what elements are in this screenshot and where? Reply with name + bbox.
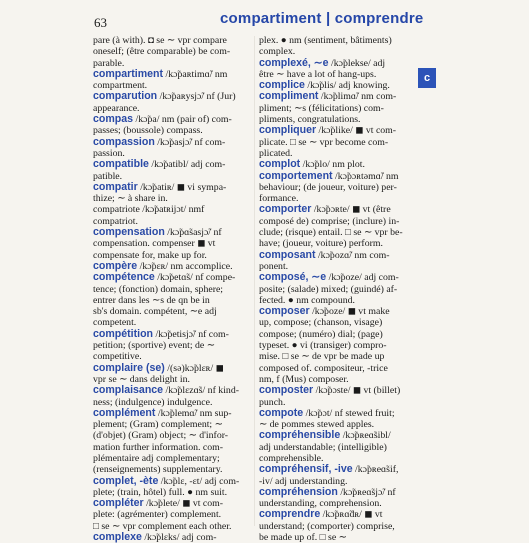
running-header: compartiment | comprendre <box>220 10 424 27</box>
entry-line: tence; (fonction) domain, sphere; <box>93 283 224 295</box>
entry-line: compatriote /kɔ̃patʀijɔt/ nmf <box>93 204 205 216</box>
entry-line: ponent. <box>259 260 289 272</box>
entry-line: have; (joueur, voiture) perform. <box>259 238 383 250</box>
entry-line: compétition /kɔ̃petisjɔ̃/ nf com- <box>93 327 229 340</box>
entry-line: compliment /kɔ̃plimɑ̃/ nm com- <box>259 90 397 103</box>
entry-line: typeset. ● vi (transiger) compro- <box>259 340 387 352</box>
entry-line: composter /kɔ̃pɔste/ ◼ vt (billet) <box>259 384 401 397</box>
entry-line: compétence /kɔ̃petɑ̃s/ nf compe- <box>93 271 236 284</box>
entry-line: □ se ∼ vpr complement each other. <box>93 520 232 532</box>
entry-line: compléter /kɔ̃plete/ ◼ vt com- <box>93 497 224 510</box>
entry-line: formance. <box>259 193 299 205</box>
entry-line: compère /kɔ̃pɛʀ/ nm accomplice. <box>93 259 233 272</box>
entry-line: entrer dans les ∼s de qn be in <box>93 294 210 306</box>
entry-line: up, compose; (chanson, visage) <box>259 317 383 329</box>
entry-line: complex. <box>259 46 296 58</box>
entry-line: compartment. <box>93 80 148 92</box>
entry-line: plete: (agrémenter) complement. <box>93 509 222 521</box>
entry-line: understand; (comporter) comprise, <box>259 520 395 532</box>
column-divider <box>254 36 255 526</box>
entry-line: complément /kɔ̃plemɑ̃/ nm sup- <box>93 406 232 419</box>
entry-line: patible. <box>93 170 123 182</box>
entry-line: behaviour; (de joueur, voiture) per- <box>259 181 397 193</box>
entry-line: pliment; ∼s (félicitations) com- <box>259 102 384 114</box>
entry-line: mation further information. com- <box>93 441 224 453</box>
entry-line: compartiment /kɔ̃paʀtimɑ̃/ nm <box>93 67 228 80</box>
left-column <box>93 35 249 543</box>
entry-line: composant /kɔ̃pozɑ̃/ nm com- <box>259 248 390 261</box>
entry-line: pare (à with). ◘ se ∼ vpr compare <box>93 35 227 46</box>
entry-line: appearance. <box>93 102 140 114</box>
right-column <box>259 35 416 543</box>
entry-line: nm, f (Mus) composer. <box>259 373 349 385</box>
entry-line: complaire (se) /(sə)kɔ̃plɛʀ/ ◼ <box>93 361 224 374</box>
entry-line: comparution /kɔ̃paʀysjɔ̃/ nf (Jur) <box>93 90 236 103</box>
entry-line: compréhensible /kɔ̃pʀeɑ̃sibl/ <box>259 429 391 442</box>
entry-line: compréhension /kɔ̃pʀeɑ̃sjɔ̃/ nf <box>259 485 396 498</box>
entry-line: complexe /kɔ̃plɛks/ adj com- <box>93 531 217 543</box>
entry-line: parable. <box>93 57 125 69</box>
entry-line: vpr se ∼ dans delight in. <box>93 373 190 385</box>
entry-line: complot /kɔ̃plo/ nm plot. <box>259 158 365 171</box>
entry-line: understanding, comprehension. <box>259 498 382 510</box>
entry-line: complice /kɔ̃plis/ adj knowing. <box>259 79 390 92</box>
entry-line: compas /kɔ̃pa/ nm (pair of) com- <box>93 113 232 126</box>
entry-line: comportement /kɔ̃pɔʀtəmɑ̃/ nm <box>259 169 399 182</box>
entry-line: plémentaire adj complementary; <box>93 452 220 464</box>
entry-line: compensation /kɔ̃pɑ̃sasjɔ̃/ nf <box>93 226 222 239</box>
entry-line: fected. ● nm compound. <box>259 294 355 306</box>
entry-line: punch. <box>259 396 286 408</box>
entry-line: compassion /kɔ̃pasjɔ̃/ nf com- <box>93 135 226 148</box>
entry-line: composed of. compositeur, -trice <box>259 362 388 374</box>
entry-line: compatible /kɔ̃patibl/ adj com- <box>93 158 226 171</box>
page-number: 63 <box>94 15 107 30</box>
letter-tab: c <box>418 68 436 88</box>
entry-line: plex. ● nm (sentiment, bâtiments) <box>259 35 392 46</box>
entry-line: plicated. <box>259 147 293 159</box>
entry-line: plement; (Gram) complement; ∼ <box>93 419 223 431</box>
entry-line: comprendre /kɔ̃pʀɑ̃dʀ/ ◼ vt <box>259 508 383 521</box>
entry-line: competent. <box>93 317 137 329</box>
entry-line: adj understandable; (intelligible) <box>259 441 387 453</box>
entry-line: plicate. □ se ∼ vpr become com- <box>259 136 389 148</box>
entry-line: compatriot. <box>93 215 138 227</box>
entry-line: complexé, ∼e /kɔ̃plekse/ adj <box>259 56 386 69</box>
entry-line: être ∼ have a lot of hang-ups. <box>259 68 377 80</box>
entry-line: clude; (risque) entail. □ se ∼ vpr be- <box>259 227 403 239</box>
entry-line: (renseignements) supplementary. <box>93 464 223 476</box>
entry-line: compote /kɔ̃pɔt/ nf stewed fruit; <box>259 406 395 419</box>
entry-line: complaisance /kɔ̃plɛzɑ̃s/ nf kind- <box>93 384 239 397</box>
entry-line: sb's domain. compétent, ∼e adj <box>93 306 217 318</box>
entry-line: comporter /kɔ̃pɔʀte/ ◼ vt (être <box>259 203 391 216</box>
entry-line: pliments, congratulations. <box>259 114 361 126</box>
entry-line: plete; (train, hôtel) full. ● nm suit. <box>93 486 228 498</box>
entry-line: compliquer /kɔ̃plike/ ◼ vt com- <box>259 124 397 137</box>
entry-line: passes; (boussole) compass. <box>93 125 203 137</box>
entry-line: -iv/ adj understanding. <box>259 475 348 487</box>
entry-line: compose; (numéro) dial; (page) <box>259 328 383 340</box>
entry-line: compatir /kɔ̃patiʀ/ ◼ vi sympa- <box>93 180 227 193</box>
entry-line: ∼ de pommes stewed apples. <box>259 419 375 431</box>
entry-line: be made up of. □ se ∼ <box>259 532 347 543</box>
entry-line: thize; ∼ à share in. <box>93 193 168 205</box>
entry-line: ness; (indulgence) indulgence. <box>93 396 213 408</box>
entry-line: composer /kɔ̃poze/ ◼ vt make <box>259 305 390 318</box>
entry-line: comprehensible. <box>259 452 324 464</box>
entry-line: (d'objet) (Gram) object; ∼ d'infor- <box>93 430 229 442</box>
entry-line: composé de) comprise; (inclure) in- <box>259 215 400 227</box>
entry-line: mise. □ se ∼ de vpr be made up <box>259 351 385 363</box>
entry-line: oneself; (être comparable) be com- <box>93 46 231 58</box>
entry-line: competitive. <box>93 351 142 363</box>
entry-line: compensation. compenser ◼ vt <box>93 238 216 250</box>
entry-line: passion. <box>93 147 125 159</box>
entry-line: composé, ∼e /kɔ̃poze/ adj com- <box>259 271 399 284</box>
entry-line: complet, -ète /kɔ̃plɛ, -ɛt/ adj com- <box>93 474 240 487</box>
entry-line: petition; (sportive) event; de ∼ <box>93 340 215 352</box>
entry-line: posite; (salade) mixed; (guindé) af- <box>259 283 398 295</box>
entry-line: compréhensif, -ive /kɔ̃pʀeɑ̃sif, <box>259 463 399 476</box>
entry-line: compensate for, make up for. <box>93 249 207 261</box>
